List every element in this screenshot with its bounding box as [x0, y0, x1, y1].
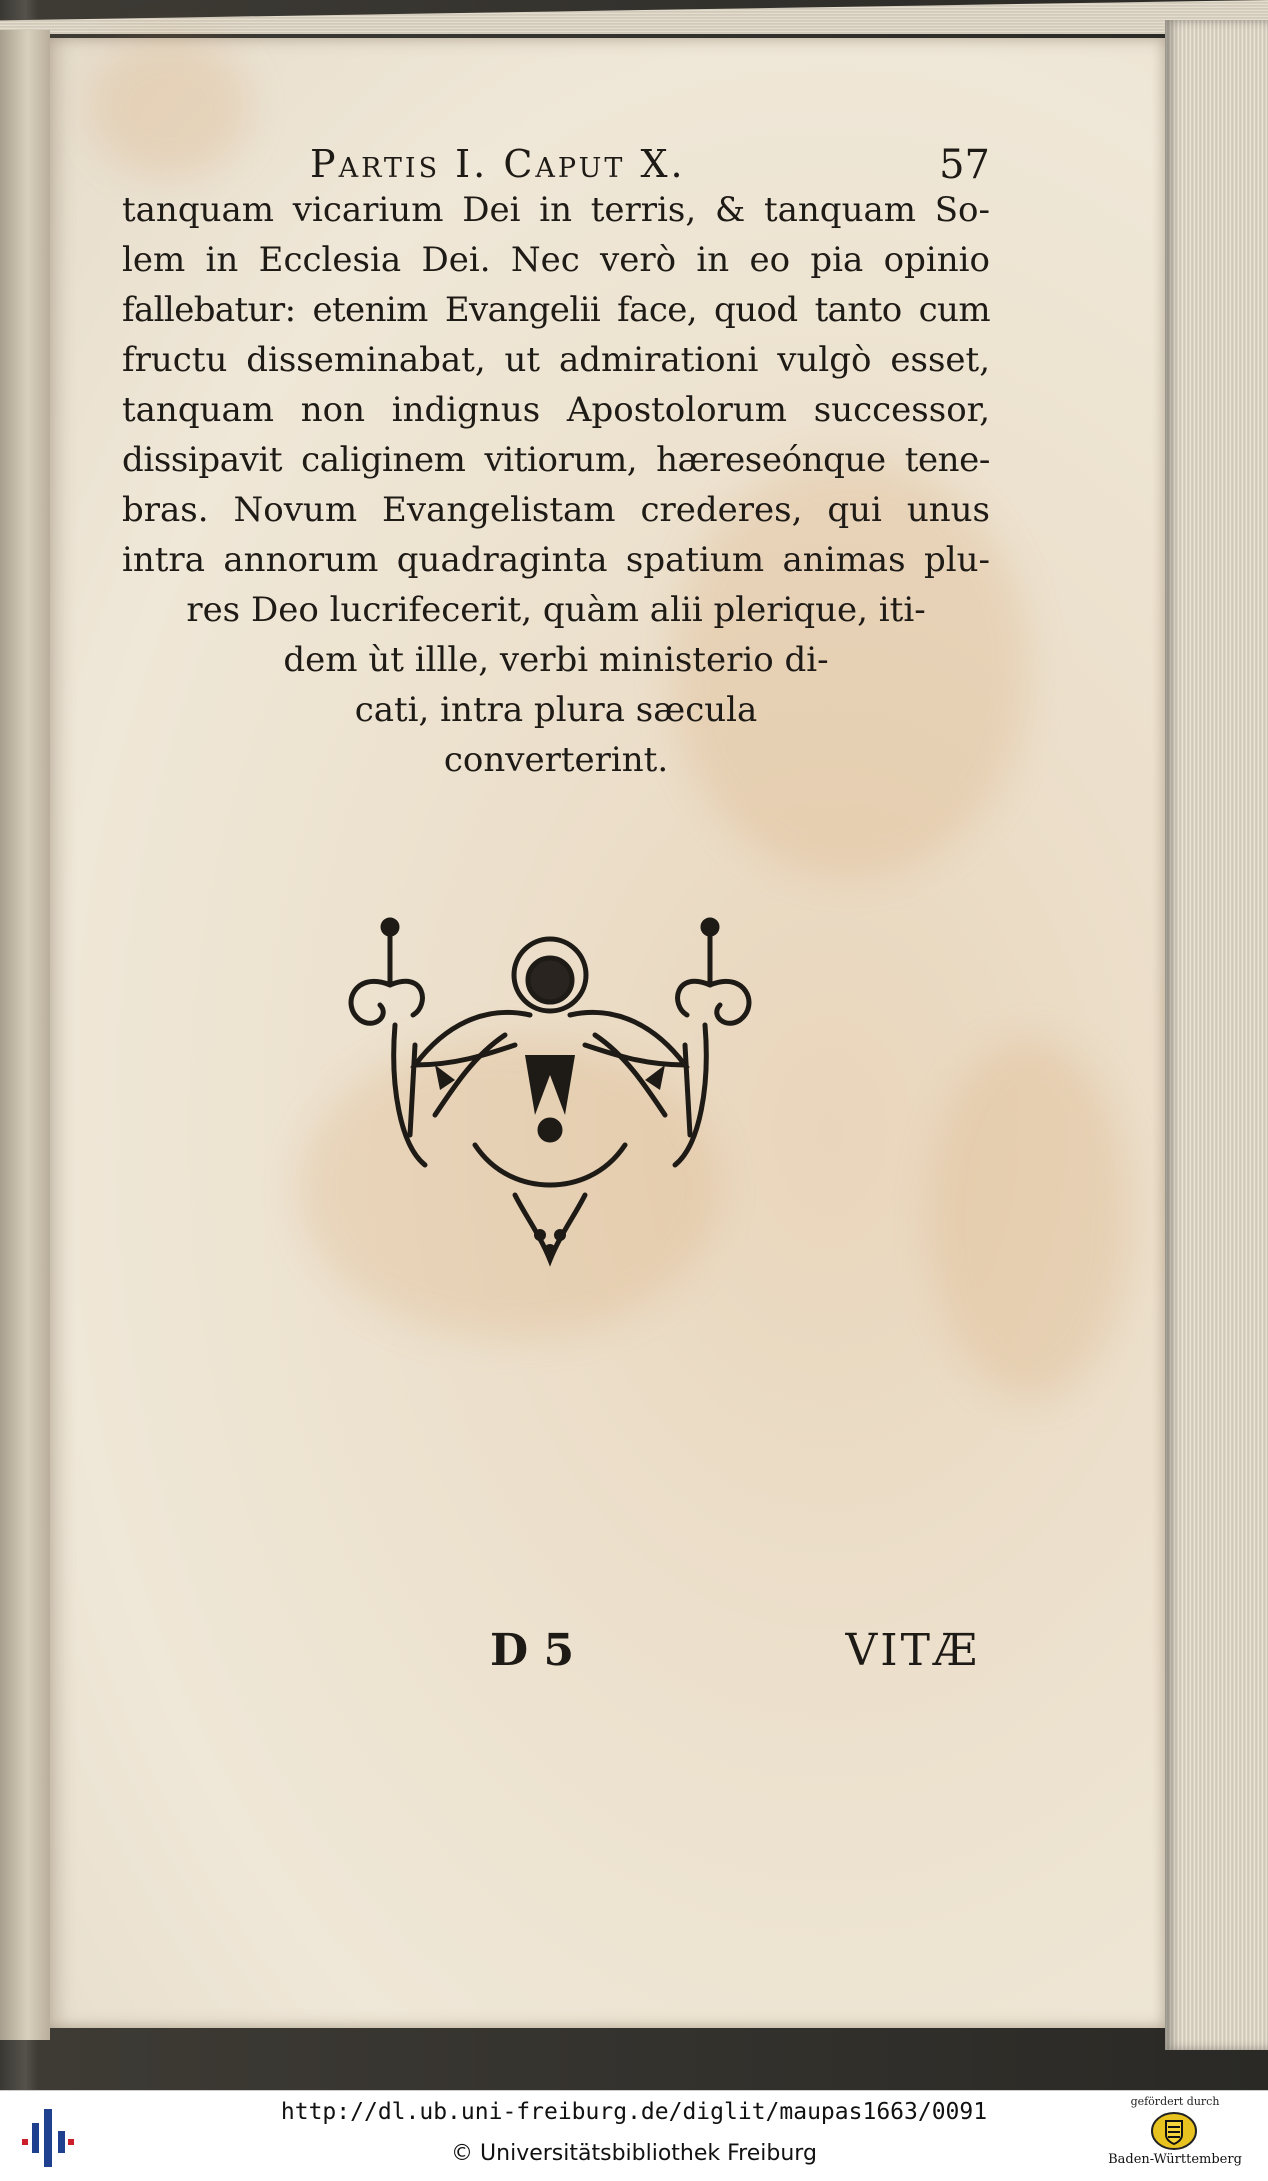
running-title: Partis I. Caput X.: [310, 142, 686, 186]
sponsor-name: Baden-Württemberg: [1108, 2152, 1242, 2167]
signature-mark: D 5: [490, 1625, 575, 1676]
book-fore-edge: [1165, 20, 1268, 2050]
winged-cherub-ornament: [335, 915, 765, 1270]
sponsor-label: gefördert durch: [1130, 2095, 1220, 2108]
page-number: 57: [939, 142, 990, 188]
body-text: [122, 185, 990, 785]
permalink-url[interactable]: http://dl.ub.uni-freiburg.de/diglit/maupas1663/0091: [280, 2099, 988, 2125]
text-line: fallebatur: etenim Evangelii face, quod tanto cum: [122, 290, 990, 330]
text-line: dem ùt illle, verbi ministerio di-: [283, 640, 829, 680]
text-line: dissipavit caliginem vitiorum, hæreseónque tene-: [122, 440, 990, 480]
running-header: [310, 142, 990, 188]
coat-of-arms-icon: [1150, 2111, 1198, 2151]
text-line: cati, intra plura sæcula: [354, 690, 758, 730]
text-line: tanquam vicarium Dei in terris, & tanquam So-: [122, 190, 990, 230]
text-line: tanquam non indignus Apostolorum successor,: [122, 390, 990, 430]
viewer-footer: [0, 2090, 1268, 2181]
text-line: fructu disseminabat, ut admirationi vulgò esset,: [122, 340, 990, 380]
text-line: res Deo lucrifecerit, quàm alii plerique, iti-: [186, 590, 926, 630]
catchwords: [490, 1625, 980, 1685]
sponsor-block: [1090, 2095, 1260, 2179]
text-line: converterint.: [443, 740, 669, 780]
text-line: intra annorum quadraginta spatium animas plu-: [122, 540, 990, 580]
catchword: VITÆ: [845, 1625, 980, 1676]
text-line: bras. Novum Evangelistam crederes, qui unus: [122, 490, 990, 530]
copyright-text: © Universitätsbibliothek Freiburg: [451, 2141, 817, 2166]
facing-page-edge: [0, 30, 50, 2040]
text-line: lem in Ecclesia Dei. Nec verò in eo pia opinio: [122, 240, 990, 280]
